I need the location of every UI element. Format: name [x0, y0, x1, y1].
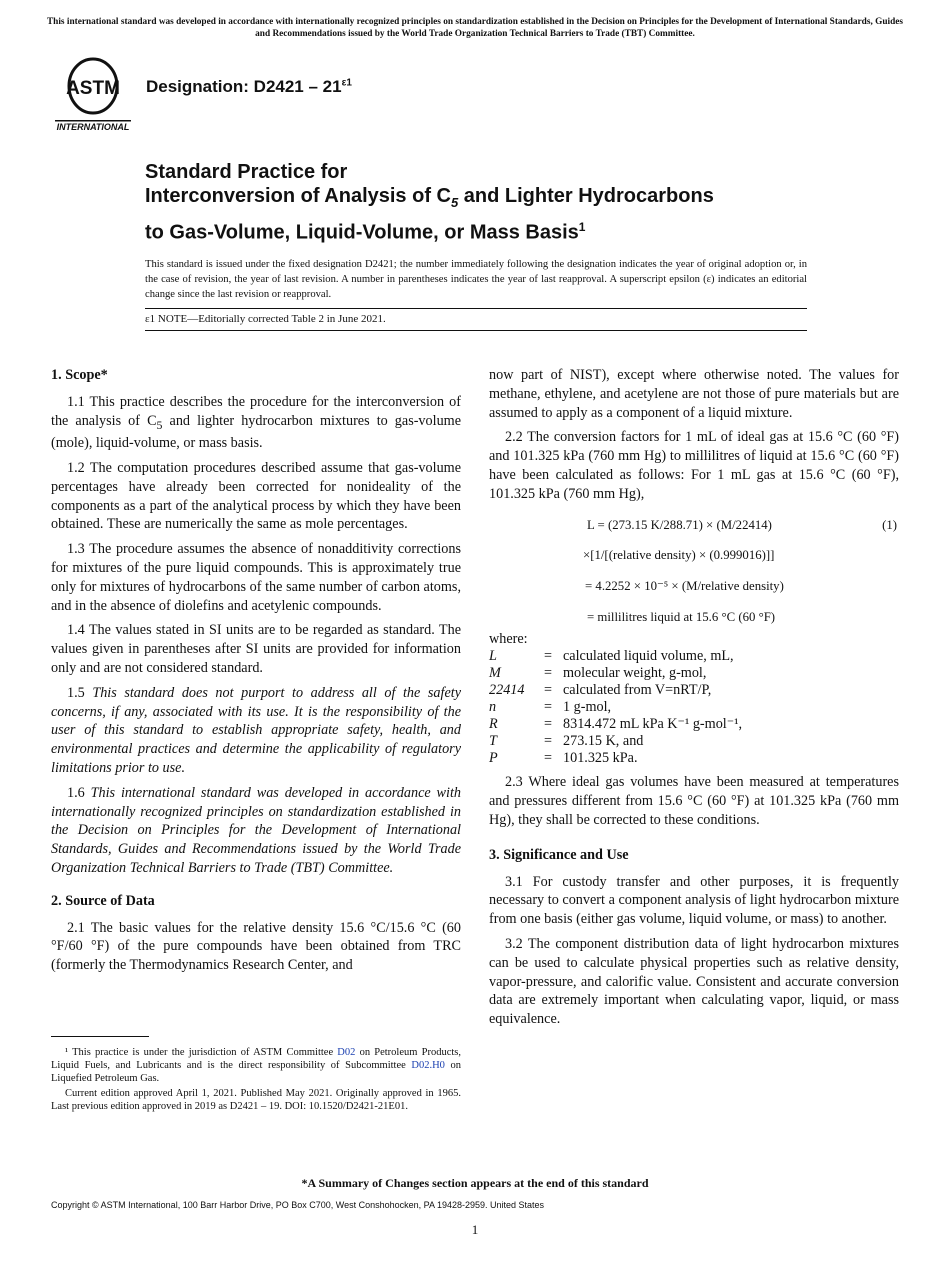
equation-line-1: L = (273.15 K/288.71) × (M/22414) — [587, 517, 772, 532]
equation-line-3: = 4.2252 × 10⁻⁵ × (M/relative density) — [585, 578, 784, 593]
top-notice: This international standard was developed in accordance with internationally recognized principles on standardization established in the Decision on Principles for the Development of International Standards, Guides and Recommendations issued by the World Trade Organization Technical Barriers to Trade (TBT) Committee. — [46, 17, 904, 39]
variable-eq: = — [543, 682, 552, 699]
para-2-2: 2.2 The conversion factors for 1 mL of ideal gas at 15.6 °C (60 °F) and 101.325 kPa (760 mm Hg) to millilitres of liquid at 15.6 °C (60 °F) have been calculated as follows: For 1 mL gas at 15.6 °C (60 °F), 101.325 kPa (760 mm Hg), — [489, 429, 899, 502]
variable-def: 1 g-mol, — [563, 699, 612, 716]
footnote-1: ¹ This practice is under the jurisdiction of ASTM Committee D02 on Petroleum Products, Liquid Fuels, and Lubricants and is the direct responsibility of Subcommittee D02.H0 on Liquefied Petroleum Gas. — [51, 1047, 462, 1084]
variable-row — [489, 665, 742, 682]
variable-sym: L — [489, 648, 497, 665]
para-1-1: 1.1 This practice describes the procedure for the interconversion of the analysis of $C_5$ and lighter hydrocarbon mixtures to gas-volume (mole), liquid-volume, or mass basis. — [51, 393, 461, 452]
variable-row — [489, 716, 742, 733]
variable-eq: = — [543, 665, 552, 682]
astm-logo — [52, 56, 134, 132]
committee-link[interactable]: D02 — [337, 1047, 356, 1058]
where-label: where: — [489, 630, 528, 647]
subcommittee-link[interactable]: D02.H0 — [411, 1060, 445, 1071]
standard-issue-note: This standard is issued under the fixed designation D2421; the number immediately following the designation indicates the year of original adoption or, in the case of revision, the year of last revision. A number in parentheses indicates the year of last reapproval. A superscript epsilon (ε) indicates an editorial change since the last revision or reapproval. — [145, 259, 807, 300]
para-1-6: 1.6 This international standard was developed in accordance with internationally recognized principles on standardization established in the Decision on Principles for the Development of International Standards, Guides and Recommendations issued by the World Trade Organization Technical Barriers to Trade (TBT) Committee. — [51, 784, 461, 876]
variable-row — [489, 699, 742, 716]
variable-sym: n — [489, 699, 497, 716]
logo-letters: ASTM — [66, 78, 120, 99]
variable-sym: M — [489, 665, 501, 682]
variable-eq: = — [543, 716, 552, 733]
para-2-1-continued: now part of NIST), except where otherwise noted. The values for methane, ethylene, and acetylene are not those of pure materials but are assumed to apply as a component of a liquid mixture. — [489, 367, 899, 421]
variable-sym: T — [489, 733, 497, 750]
copyright: Copyright © ASTM International, 100 Barr Harbor Drive, PO Box C700, West Conshohocken, PA 19428-2959. United States — [51, 1200, 545, 1210]
para-1-4: 1.4 The values stated in SI units are to be regarded as standard. The values given in parentheses after SI units are provided for information only and are not considered standard. — [51, 622, 461, 676]
section-3-heading: 3. Significance and Use — [489, 846, 629, 863]
variable-def: calculated liquid volume, mL, — [563, 648, 734, 665]
section-1-heading: 1. Scope* — [51, 367, 108, 383]
para-2-1: 2.1 The basic values for the relative density 15.6 °C/15.6 °C (60 °F/60 °F) of the pure compounds have been obtained from TRC (formerly the Thermodynamics Research Center, and — [51, 919, 461, 974]
footnote-edition: Current edition approved April 1, 2021. Published May 2021. Originally approved in 1965. Last previous edition approved in 2019 as D2421 – 19. DOI: 10.1520/D2421-21E01. — [51, 1088, 461, 1112]
variable-sym: R — [489, 716, 498, 733]
variable-eq: = — [543, 699, 552, 716]
para-1-2: 1.2 The computation procedures described assume that gas-volume percentages have already been corrected for nonideality of the components as a part of the analytical process by which they have been obtained. These are numerically the same as mole percentages. — [51, 460, 461, 533]
equation-line-2: ×[1/[(relative density) × (0.999016)]] — [583, 547, 775, 562]
designation — [146, 77, 352, 97]
title-line-1: Standard Practice for — [145, 161, 348, 183]
footnotes — [51, 1046, 461, 1115]
right-column — [489, 366, 899, 1035]
designation-label: Designation: D2421 – 21 — [146, 77, 342, 96]
equation-block — [489, 512, 899, 634]
variable-def: calculated from V=nRT/P, — [563, 682, 712, 699]
equation-number: (1) — [882, 517, 897, 532]
variable-row — [489, 750, 742, 767]
variable-sym: 22414 — [489, 682, 525, 699]
variable-def: 101.325 kPa. — [563, 750, 638, 767]
para-2-3: 2.3 Where ideal gas volumes have been measured at temperatures and pressures different from 15.6 °C (60 °F) at 101.325 kPa (760 mm Hg), they shall be corrected to these conditions. — [489, 774, 899, 828]
variable-row — [489, 733, 742, 750]
logo-international: INTERNATIONAL — [56, 122, 130, 132]
title-line-3: to Gas-Volume, Liquid-Volume, or Mass Basis$^1$ — [145, 220, 586, 244]
title-line-2: Interconversion of Analysis of $C_5$ and Lighter Hydrocarbons — [145, 185, 714, 210]
variable-eq: = — [543, 750, 552, 767]
para-3-1: 3.1 For custody transfer and other purposes, it is frequently necessary to convert a component analysis of light hydrocarbon mixture from one basis (either gas volume, liquid volume, or mass) to another. — [489, 873, 899, 928]
variable-sym: P — [489, 750, 498, 767]
variable-row — [489, 648, 742, 665]
summary-of-changes-note: *A Summary of Changes section appears at the end of this standard — [301, 1176, 649, 1190]
left-column — [51, 366, 461, 981]
variable-def: molecular weight, g-mol, — [563, 665, 707, 682]
page-number: 1 — [471, 1222, 479, 1237]
section-2-heading: 2. Source of Data — [51, 892, 155, 909]
para-3-2: 3.2 The component distribution data of light hydrocarbon mixtures can be used to calculate physical properties such as relative density, vapor-pressure, and calorific value. Consistent and accurate conversion data are extremely important when calculating vapor, liquid, or mass equivalence. — [489, 935, 899, 1028]
note-divider-top — [145, 308, 807, 309]
designation-epsilon: ε1 — [341, 77, 352, 89]
note-divider-bottom — [145, 330, 807, 331]
footnote-divider — [51, 1036, 149, 1037]
para-1-3: 1.3 The procedure assumes the absence of nonadditivity corrections for mixtures of the pure liquid compounds. This is approximately true only for mixtures of hydrocarbons of the same number of carbon atoms, and in the absence of diolefins and acetylenic compounds. — [51, 541, 461, 614]
variable-def: 8314.472 mL kPa K⁻¹ g-mol⁻¹, — [563, 716, 743, 733]
variable-eq: = — [543, 733, 552, 750]
variable-row — [489, 682, 742, 699]
variable-eq: = — [543, 648, 552, 665]
equation-line-4: = millilitres liquid at 15.6 °C (60 °F) — [587, 609, 776, 624]
variable-def: 273.15 K, and — [563, 733, 644, 750]
editorial-note: ε1 NOTE—Editorially corrected Table 2 in June 2021. — [145, 313, 386, 325]
para-1-5: 1.5 This standard does not purport to address all of the safety concerns, if any, associated with its use. It is the responsibility of the user of this standard to establish appropriate safety, health, and environmental practices and determine the applicability of regulatory limitations prior to use. — [51, 684, 461, 776]
document-title — [145, 160, 845, 245]
variable-definitions — [489, 648, 742, 767]
